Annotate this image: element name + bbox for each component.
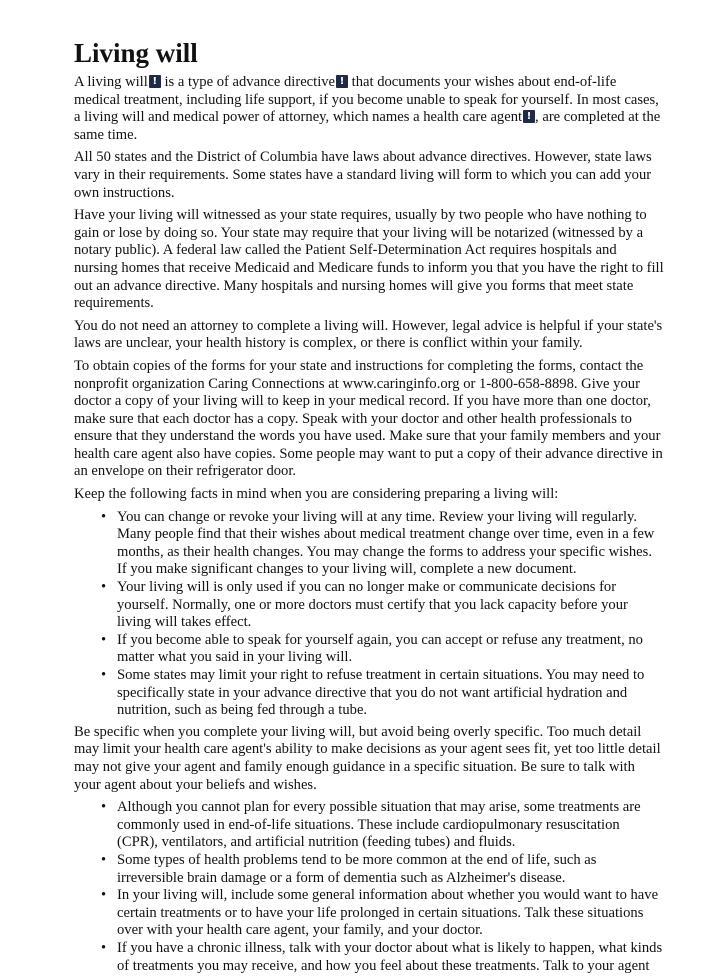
list-item: • Some types of health problems tend to be more common at the end of life, such as irreversible brain damage or a form of dementia such as Alzheimer's disease. xyxy=(117,852,664,887)
list-item: • If you become able to speak for yourself again, you can accept or refuse any treatment, no matter what you said in your living will. xyxy=(117,632,664,667)
list-item: • In your living will, include some general information about whether you would want to have certain treatments or to have your life prolonged in certain situations. Talk these situations over with your health care agent, your family, and your doctor. xyxy=(117,887,664,940)
intro-text-2: is a type of advance directive xyxy=(160,74,336,90)
facts-list xyxy=(74,509,664,720)
list-item: • You can change or revoke your living will at any time. Review your living will regularly. Many people find that their wishes about medical treatment change over time, even in a few months, as their health changes. You may change the forms to address your specific wishes. If you make significant changes to your living will, complete a new document. xyxy=(117,509,664,579)
paragraph-witnesses: Have your living will witnessed as your state requires, usually by two people who have nothing to gain or lose by doing so. Your state may require that your living will be notarized (witnessed by a notary public). A federal law called the Patient Self-Determination Act requires hospitals and nursing homes that receive Medicaid and Medicare funds to inform you that you have the right to fill out an advance directive. Many hospitals and nursing homes will give you forms that meet state requirements. xyxy=(74,207,664,312)
paragraph-be-specific: Be specific when you complete your living will, but avoid being overly specific. Too much detail may limit your health care agent's ability to make decisions as your agent sees fit, yet too little detail may not give your agent and family enough guidance in a specific situation. Be sure to talk with your agent about your beliefs and wishes. xyxy=(74,723,661,793)
intro-text-4: , are completed at the same time. xyxy=(74,109,661,143)
advance-directive-info-icon[interactable] xyxy=(336,75,348,88)
living-will-info-icon[interactable] xyxy=(149,75,161,88)
intro-paragraph xyxy=(74,74,664,144)
page-title: Living will xyxy=(74,38,198,68)
paragraph-keep-facts: Keep the following facts in mind when you are considering preparing a living will: xyxy=(74,486,559,503)
intro-text-3: that documents your wishes about end-of-life medical treatment, including life support, if you become unable to speak for yourself. In most cases, a living will and medical power of attorney, which names a health care agent xyxy=(74,74,659,126)
paragraph-state-laws: All 50 states and the District of Columbia have laws about advance directives. However, state laws vary in their requirements. Some states have a standard living will form to which you can add your own instructions. xyxy=(74,149,652,201)
list-item: • Your living will is only used if you can no longer make or communicate decisions for yourself. Normally, one or more doctors must certify that you lack capacity before your living will takes effect. xyxy=(117,579,664,632)
considerations-list xyxy=(74,799,664,975)
paragraph-obtain-forms: To obtain copies of the forms for your state and instructions for completing the forms, contact the nonprofit organization Caring Connections at www.caringinfo.org or 1-800-658-8898. Give your doctor a copy of your living will to keep in your medical record. If you have more than one doctor, make sure that each doctor has a copy. Speak with your doctor and other health professionals to ensure that they understand the words you have used. Make sure that your family members and your health care agent also have copies. Some people may want to put a copy of their advance directive in an envelope on their refrigerator door. xyxy=(74,357,663,480)
list-item: • If you have a chronic illness, talk with your doctor about what is likely to happen, what kinds of treatments you may receive, and how you feel about these treatments. Talk to your agent xyxy=(117,940,664,975)
document-page xyxy=(74,0,664,979)
paragraph-attorney: You do not need an attorney to complete a living will. However, legal advice is helpful if your state's laws are unclear, your health history is complex, or there is conflict within your family. xyxy=(74,317,663,352)
intro-text-1: A living will xyxy=(74,74,148,90)
list-item: • Although you cannot plan for every possible situation that may arise, some treatments are commonly used in end-of-life situations. These include cardiopulmonary resuscitation (CPR), ventilators, and artificial nutrition (feeding tubes) and fluids. xyxy=(117,799,664,852)
health-care-agent-info-icon[interactable] xyxy=(523,110,535,123)
list-item: • Some states may limit your right to refuse treatment in certain situations. You may need to specifically state in your advance directive that you do not want artificial hydration and nutrition, such as being fed through a tube. xyxy=(117,667,664,720)
